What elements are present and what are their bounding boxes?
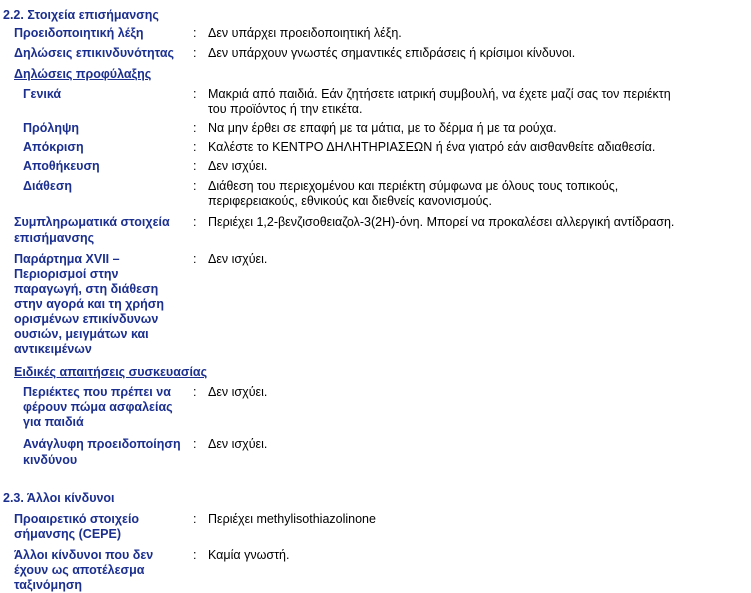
general-value-line-1: Μακριά από παιδιά. Εάν ζητήσετε ιατρική συμβουλή, να έχετε μαζί σας τον περιέκτη <box>208 87 671 101</box>
general-label: Γενικά <box>23 87 62 101</box>
child-resistant-label-line-1: Περιέκτες που πρέπει να <box>23 385 171 399</box>
hazard-statements-label: Δηλώσεις επικινδυνότητας <box>14 46 175 60</box>
cepe-label-line-1: Προαιρετικό στοιχείο <box>14 512 140 526</box>
tactile-warning-label-line-2: κινδύνου <box>23 453 78 467</box>
child-resistant-value: Δεν ισχύει. <box>208 385 268 399</box>
colon-separator: : <box>193 159 197 173</box>
storage-value: Δεν ισχύει. <box>208 159 268 173</box>
disposal-value-line-2: περιφερειακούς, εθνικούς και διεθνείς κανονισμούς. <box>208 194 492 208</box>
precautionary-statements-heading: Δηλώσεις προφύλαξης <box>14 67 152 81</box>
disposal-label: Διάθεση <box>23 179 73 193</box>
prevention-value: Να μην έρθει σε επαφή με τα μάτια, με το δέρμα ή με τα ρούχα. <box>208 121 557 135</box>
annex-xvii-label-line-5: ορισμένων επικίνδυνων <box>14 312 159 326</box>
supplementary-label-line-2: επισήμανσης <box>14 231 95 245</box>
colon-separator: : <box>193 140 197 154</box>
colon-separator: : <box>193 548 197 562</box>
section-heading-2-2: 2.2. Στοιχεία επισήμανσης <box>3 8 159 22</box>
supplementary-label-line-1: Συμπληρωματικά στοιχεία <box>14 215 170 229</box>
other-hazards-label-line-2: έχουν ως αποτέλεσμα <box>14 563 145 577</box>
response-value: Καλέστε το ΚΕΝΤΡΟ ΔΗΛΗΤΗΡΙΑΣΕΩΝ ή ένα γιατρό εάν αισθανθείτε αδιαθεσία. <box>208 140 656 154</box>
annex-xvii-label-line-6: ουσιών, μειγμάτων και <box>14 327 149 341</box>
packaging-requirements-heading: Ειδικές απαιτήσεις συσκευασίας <box>14 365 208 379</box>
annex-xvii-value: Δεν ισχύει. <box>208 252 268 266</box>
colon-separator: : <box>193 46 197 60</box>
general-value-line-2: του προϊόντος ή την ετικέτα. <box>208 102 363 116</box>
signal-word-label: Προειδοποιητική λέξη <box>14 26 144 40</box>
colon-separator: : <box>193 252 197 266</box>
other-hazards-label-line-1: Άλλοι κίνδυνοι που δεν <box>14 548 154 562</box>
disposal-value-line-1: Διάθεση του περιεχομένου και περιέκτη σύμφωνα με όλους τους τοπικούς, <box>208 179 619 193</box>
colon-separator: : <box>193 512 197 526</box>
section-heading-2-3: 2.3. Άλλοι κίνδυνοι <box>3 491 115 505</box>
cepe-value: Περιέχει methylisothiazolinone <box>208 512 376 526</box>
tactile-warning-label-line-1: Ανάγλυφη προειδοποίηση <box>23 437 181 451</box>
signal-word-value: Δεν υπάρχει προειδοποιητική λέξη. <box>208 26 402 40</box>
hazard-statements-value: Δεν υπάρχουν γνωστές σημαντικές επιδράσεις ή κρίσιμοι κίνδυνοι. <box>208 46 576 60</box>
other-hazards-value: Καμία γνωστή. <box>208 548 290 562</box>
annex-xvii-label-line-1: Παράρτημα XVII – <box>14 252 120 266</box>
colon-separator: : <box>193 121 197 135</box>
colon-separator: : <box>193 385 197 399</box>
annex-xvii-label-line-3: παραγωγή, στη διάθεση <box>14 282 159 296</box>
colon-separator: : <box>193 26 197 40</box>
annex-xvii-label-line-4: στην αγορά και τη χρήση <box>14 297 164 311</box>
cepe-label-line-2: σήμανσης (CEPE) <box>14 527 121 541</box>
child-resistant-label-line-3: για παιδιά <box>23 415 84 429</box>
tactile-warning-value: Δεν ισχύει. <box>208 437 268 451</box>
response-label: Απόκριση <box>23 140 84 154</box>
annex-xvii-label-line-2: Περιορισμοί στην <box>14 267 119 281</box>
colon-separator: : <box>193 437 197 451</box>
storage-label: Αποθήκευση <box>23 159 100 173</box>
supplementary-value: Περιέχει 1,2-βενζισοθειαζολ-3(2Η)-όνη. Μπορεί να προκαλέσει αλλεργική αντίδραση. <box>208 215 675 229</box>
prevention-label: Πρόληψη <box>23 121 80 135</box>
annex-xvii-label-line-7: αντικειμένων <box>14 342 92 356</box>
child-resistant-label-line-2: φέρουν πώμα ασφαλείας <box>23 400 173 414</box>
colon-separator: : <box>193 87 197 101</box>
colon-separator: : <box>193 215 197 229</box>
colon-separator: : <box>193 179 197 193</box>
other-hazards-label-line-3: ταξινόμηση <box>14 578 83 592</box>
